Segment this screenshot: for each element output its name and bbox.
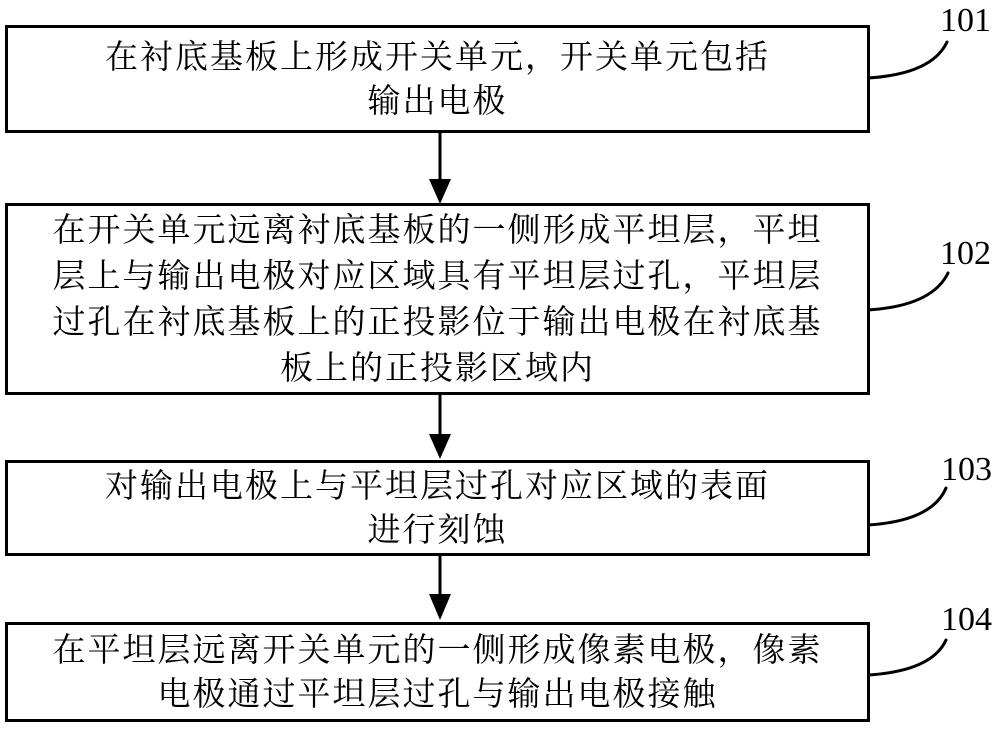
step-102-text-line-3: 过孔在衬底基板上的正投影位于输出电极在衬底基 [52, 302, 823, 341]
step-box-102 [5, 203, 870, 395]
ref-label-104: 104 [941, 601, 992, 638]
step-102-text-line-2: 层上与输出电极对应区域具有平坦层过孔，平坦层 [52, 256, 823, 295]
step-box-101 [5, 25, 870, 133]
flow-arrow-3-icon [429, 553, 451, 620]
step-101-text-line-2: 输出电极 [367, 81, 508, 120]
ref-label-102: 102 [940, 235, 991, 272]
ref-label-103: 103 [941, 451, 992, 488]
flow-arrow-1-icon [429, 131, 451, 204]
ref-connector-103 [868, 488, 946, 525]
step-104-text-line-1: 在平坦层远离开关单元的一侧形成像素电极，像素 [52, 630, 823, 669]
flow-arrow-2-icon [429, 392, 451, 459]
step-box-104 [5, 622, 870, 722]
ref-connector-102 [868, 273, 948, 310]
ref-connector-101 [868, 42, 947, 78]
step-104-text-line-2: 电极通过平坦层过孔与输出电极接触 [157, 674, 718, 713]
step-103-text-line-1: 对输出电极上与平坦层过孔对应区域的表面 [105, 466, 770, 505]
step-102-text-line-4: 板上的正投影区域内 [280, 348, 595, 387]
step-102-text-line-1: 在开关单元远离衬底基板的一侧形成平坦层，平坦 [52, 210, 823, 249]
step-box-103 [5, 460, 870, 556]
ref-label-101: 101 [940, 2, 991, 39]
step-101-text-line-1: 在衬底基板上形成开关单元，开关单元包括 [105, 37, 770, 76]
step-103-text-line-2: 进行刻蚀 [367, 510, 508, 549]
ref-connector-104 [868, 640, 946, 675]
